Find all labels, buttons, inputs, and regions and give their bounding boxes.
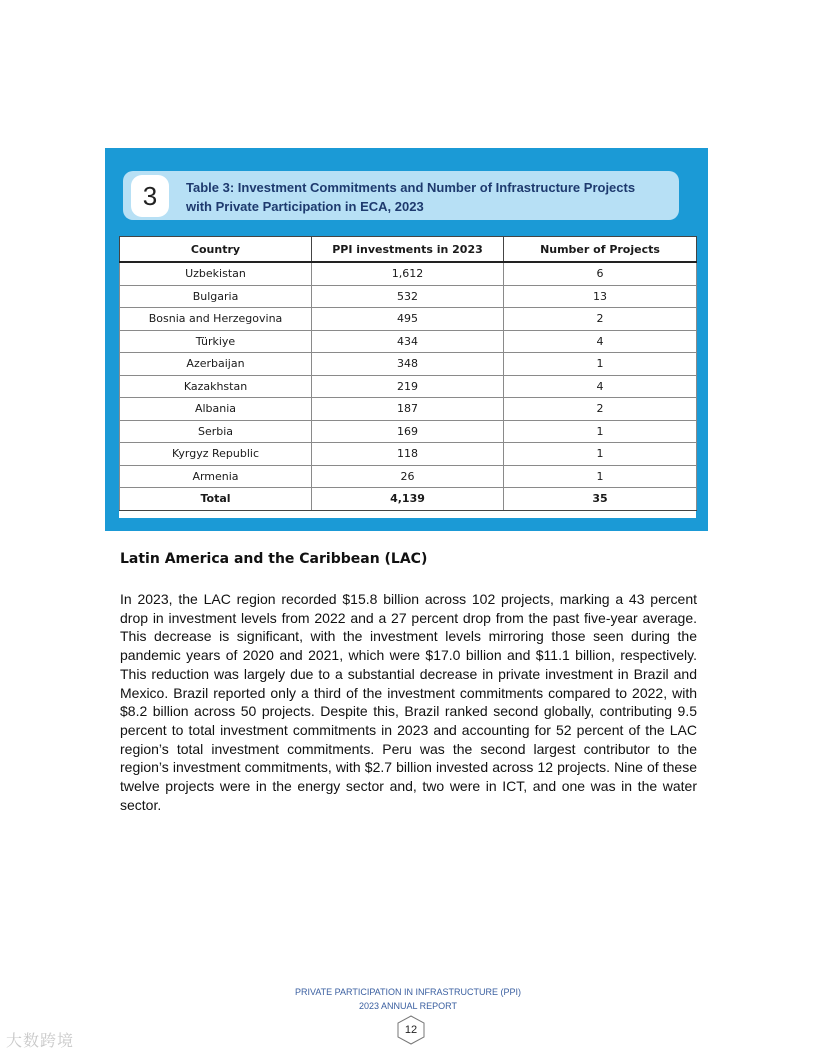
investment-cell: 495 xyxy=(312,308,504,331)
investment-cell: 434 xyxy=(312,330,504,353)
investment-cell: 187 xyxy=(312,398,504,421)
footer-report-title: PRIVATE PARTICIPATION IN INFRASTRUCTURE (PPI) xyxy=(294,987,521,997)
country-cell: Uzbekistan xyxy=(120,262,312,285)
table-panel xyxy=(105,148,708,531)
investment-cell: 348 xyxy=(312,353,504,376)
investment-cell: 26 xyxy=(312,465,504,488)
table-container xyxy=(119,236,696,518)
country-cell: Kyrgyz Republic xyxy=(120,443,312,466)
header-number-of-projects: Number of Projects xyxy=(504,237,697,263)
country-cell: Bulgaria xyxy=(120,285,312,308)
investment-cell: 532 xyxy=(312,285,504,308)
investment-cell: 1,612 xyxy=(312,262,504,285)
table-row xyxy=(120,308,697,331)
table-title-line-1: Table 3: Investment Commitments and Number of Infrastructure Projects xyxy=(186,180,636,195)
country-cell: Albania xyxy=(120,398,312,421)
projects-cell: 2 xyxy=(504,398,697,421)
page-number: 12 xyxy=(404,1024,418,1036)
investment-cell: 169 xyxy=(312,420,504,443)
table-row xyxy=(120,465,697,488)
table-row xyxy=(120,420,697,443)
total-projects-cell: 35 xyxy=(504,488,697,511)
projects-cell: 1 xyxy=(504,420,697,443)
projects-cell: 2 xyxy=(504,308,697,331)
body-paragraph: In 2023, the LAC region recorded $15.8 billion across 102 projects, marking a 43 percent drop in investment levels from 2022 and a 27 percent drop from the past five-year average. This decrease is significant, with the investment levels mirroring those seen during the pandemic years of 2020 and 2021, which were $17.0 billion and $11.1 billion, respectively. This reduction was largely due to a substantial decrease in private investment in Brazil and Mexico. Brazil reported only a third of the investment commitments compared to 2022, with $8.2 billion across 50 projects. Despite this, Brazil ranked second globally, contributing 9.5 percent to total investment commitments in 2023 and accounting for 52 percent of the LAC region’s total investment commitments. Peru was the second largest contributor to the region’s investment commitments, with $2.7 billion invested across 12 projects. Nine of these twelve projects were in the energy sector and, two were in ICT, and one was in the water sector. xyxy=(120,591,697,813)
table-row xyxy=(120,262,697,285)
table-title-line-2: with Private Participation in ECA, 2023 xyxy=(186,199,424,214)
table-row xyxy=(120,375,697,398)
table-row xyxy=(120,443,697,466)
projects-cell: 4 xyxy=(504,375,697,398)
table-row xyxy=(120,285,697,308)
header-country: Country xyxy=(120,237,312,263)
table-number-badge: 3 xyxy=(131,175,169,217)
total-investment-cell: 4,139 xyxy=(312,488,504,511)
projects-cell: 1 xyxy=(504,353,697,376)
table-title-bar xyxy=(123,171,679,220)
footer-report-subtitle: 2023 ANNUAL REPORT xyxy=(358,1001,458,1011)
country-cell: Armenia xyxy=(120,465,312,488)
projects-cell: 1 xyxy=(504,443,697,466)
projects-cell: 1 xyxy=(504,465,697,488)
country-cell: Serbia xyxy=(120,420,312,443)
country-cell: Bosnia and Herzegovina xyxy=(120,308,312,331)
projects-cell: 6 xyxy=(504,262,697,285)
investment-cell: 118 xyxy=(312,443,504,466)
projects-cell: 13 xyxy=(504,285,697,308)
table-row xyxy=(120,398,697,421)
table-header-row xyxy=(120,237,697,263)
watermark: 大数跨境 xyxy=(6,1031,75,1050)
header-ppi-investments: PPI investments in 2023 xyxy=(312,237,504,263)
country-cell: Türkiye xyxy=(120,330,312,353)
investment-table xyxy=(119,236,697,511)
country-cell: Azerbaijan xyxy=(120,353,312,376)
investment-cell: 219 xyxy=(312,375,504,398)
projects-cell: 4 xyxy=(504,330,697,353)
section-heading: Latin America and the Caribbean (LAC) xyxy=(120,551,428,567)
table-total-row xyxy=(120,488,697,511)
table-title xyxy=(186,178,666,216)
table-row xyxy=(120,353,697,376)
total-label-cell: Total xyxy=(120,488,312,511)
table-row xyxy=(120,330,697,353)
country-cell: Kazakhstan xyxy=(120,375,312,398)
